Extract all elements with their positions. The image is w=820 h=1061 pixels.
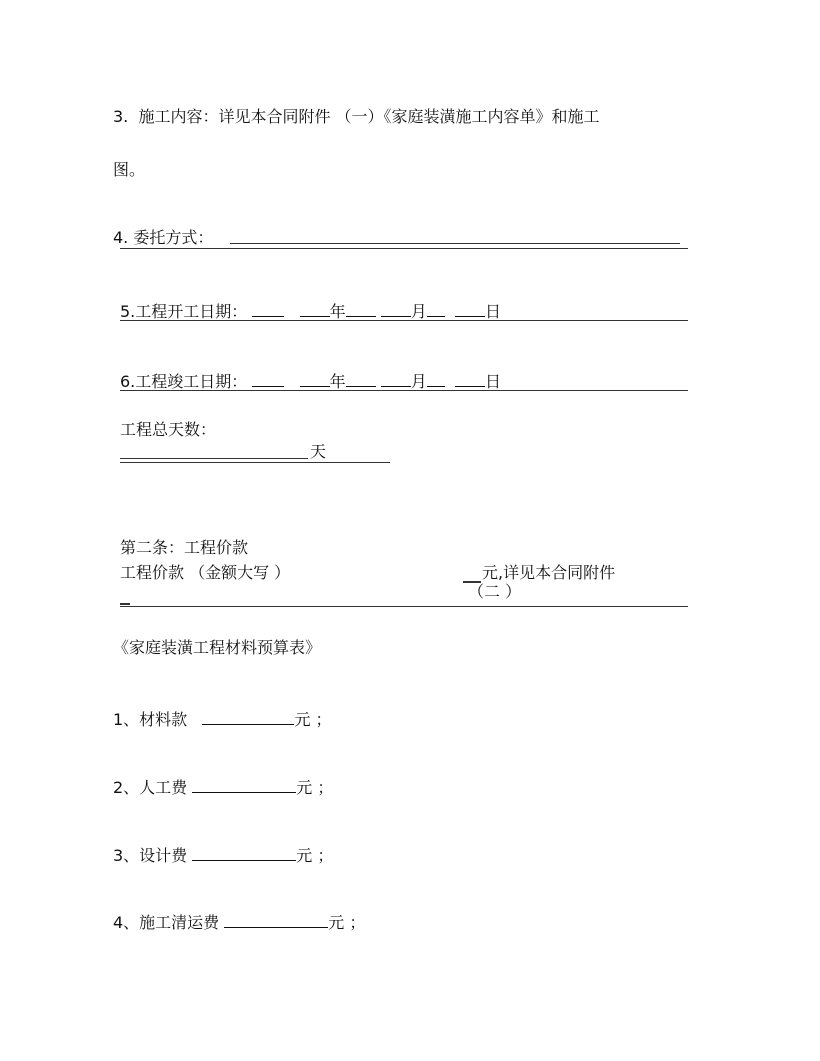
fee-item-materials — [113, 708, 332, 730]
article-2-title: 第二条：工程价款 — [120, 538, 249, 557]
start-year-field-b[interactable] — [300, 300, 330, 317]
price-suffix: 元,详见本合同附件 — [482, 563, 616, 582]
clause-3-line-2: 图。 — [113, 160, 146, 179]
start-date-row — [120, 300, 501, 322]
price-words-field[interactable] — [120, 603, 130, 605]
end-year-field-a[interactable] — [252, 370, 284, 387]
start-day-field-b[interactable] — [455, 300, 485, 317]
fee-label: 4、施工清运费 — [113, 913, 220, 932]
start-month-field-b[interactable] — [381, 300, 411, 317]
fee-item-cleanup — [113, 911, 365, 933]
end-year-field-b[interactable] — [300, 370, 330, 387]
price-label: 工程价款 （金额大写 ） — [120, 563, 291, 582]
fee-amount-field[interactable] — [202, 708, 294, 725]
day-label: 日 — [484, 372, 501, 391]
fee-unit: 元 ； — [296, 846, 334, 865]
divider — [120, 248, 688, 249]
fee-amount-field[interactable] — [224, 911, 328, 928]
days-unit: 天 — [310, 442, 327, 461]
divider — [120, 462, 390, 463]
start-day-field-a[interactable] — [427, 300, 445, 317]
attachment-number: （二 ） — [468, 582, 522, 601]
total-days-label: 工程总天数： — [120, 420, 217, 439]
fee-label: 1、材料款 — [113, 710, 188, 729]
month-label: 月 — [410, 372, 427, 391]
fee-unit: 元 ； — [294, 710, 332, 729]
fee-label: 3、设计费 — [113, 846, 188, 865]
year-label: 年 — [329, 302, 346, 321]
fee-unit: 元 ； — [328, 913, 366, 932]
fee-item-design — [113, 844, 333, 866]
start-year-field-a[interactable] — [252, 300, 284, 317]
end-month-field-a[interactable] — [346, 370, 376, 387]
fee-label: 2、人工费 — [113, 778, 188, 797]
fee-amount-field[interactable] — [192, 844, 296, 861]
start-month-field-a[interactable] — [346, 300, 376, 317]
end-date-row — [120, 370, 501, 392]
end-day-field-a[interactable] — [427, 370, 445, 387]
total-days-field[interactable] — [120, 458, 308, 459]
end-day-field-b[interactable] — [455, 370, 485, 387]
divider — [120, 320, 688, 321]
end-date-label: 6.工程竣工日期： — [120, 372, 248, 391]
month-label: 月 — [410, 302, 427, 321]
fee-unit: 元 ； — [296, 778, 334, 797]
fee-item-labor — [113, 776, 333, 798]
delegation-method-field[interactable] — [230, 243, 680, 244]
day-label: 日 — [484, 302, 501, 321]
divider — [120, 390, 688, 391]
year-label: 年 — [329, 372, 346, 391]
divider — [120, 606, 688, 607]
fee-amount-field[interactable] — [192, 776, 296, 793]
budget-title: 《家庭装潢工程材料预算表》 — [113, 638, 322, 657]
end-month-field-b[interactable] — [381, 370, 411, 387]
clause-3-line-1: 3. 施工内容：详见本合同附件 （一）《家庭装潢施工内容单》和施工 — [113, 107, 600, 126]
start-date-label: 5.工程开工日期： — [120, 302, 248, 321]
clause-4-label: 4. 委托方式： — [113, 228, 214, 247]
